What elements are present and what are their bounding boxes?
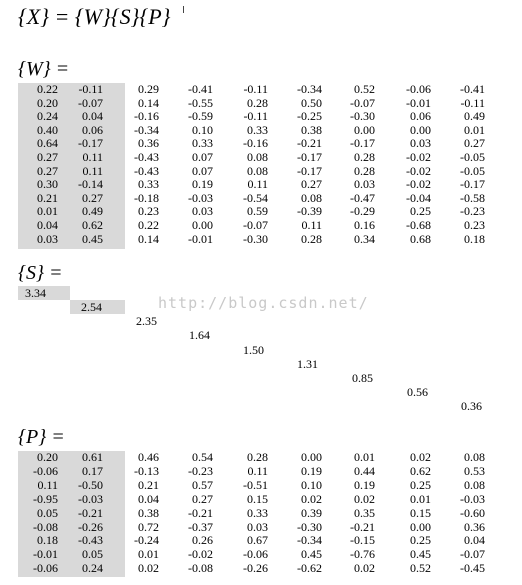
matrix-w-cell: 0.27 [301, 177, 322, 192]
matrix-w-cell: 0.33 [192, 136, 213, 151]
matrix-w-cell: 0.24 [37, 109, 58, 124]
matrix-p-cell: 0.72 [138, 519, 159, 534]
matrix-w-cell: -0.43 [134, 163, 159, 178]
matrix-w-cell: 0.04 [37, 218, 58, 232]
matrix-w-cell: 0.64 [37, 136, 58, 151]
matrix-w-cell: 0.27 [82, 190, 103, 205]
matrix-s-diagonal-value: 0.56 [407, 385, 428, 399]
matrix-p-cell: -0.50 [78, 477, 103, 492]
matrix-w-cell: -0.03 [188, 190, 213, 205]
matrix-w-cell: -0.68 [406, 218, 431, 232]
matrix-s-diagonal-value: 1.64 [189, 328, 210, 342]
matrix-w-cell: 0.11 [247, 177, 268, 192]
matrix-p-cell: 0.15 [410, 505, 431, 520]
matrix-p-cell: 0.53 [464, 463, 485, 478]
matrix-p-cell: -0.01 [33, 547, 58, 562]
matrix-p-cell: -0.30 [297, 519, 322, 534]
matrix-p-cell: 0.00 [301, 450, 322, 464]
matrix-p-cell: -0.60 [460, 505, 485, 520]
matrix-p-cell: 0.15 [247, 491, 268, 506]
matrix-p-cell: 0.24 [82, 561, 103, 576]
matrix-p-cell: 0.54 [192, 450, 213, 464]
matrix-w-cell: 0.03 [192, 204, 213, 219]
matrix-w-cell: -0.17 [297, 163, 322, 178]
matrix-w-cell: -0.47 [350, 190, 375, 205]
matrix-p-cell: 0.45 [301, 547, 322, 562]
matrix-w-cell: 0.52 [354, 82, 375, 96]
matrix-w-cell: -0.54 [243, 190, 268, 205]
matrix-w-cell: 0.08 [301, 190, 322, 205]
matrix-s-diagonal-value: 1.50 [243, 343, 264, 357]
matrix-p-cell: 0.11 [247, 463, 268, 478]
matrix-w-cell: 0.03 [354, 177, 375, 192]
matrix-p-cell: 0.02 [138, 561, 159, 576]
matrix-w-cell: 0.06 [410, 109, 431, 124]
matrix-w-cell: 0.20 [37, 95, 58, 110]
matrix-p-cell: 0.38 [138, 505, 159, 520]
matrix-p-cell: 0.02 [410, 450, 431, 464]
matrix-s-diagonal-value: 0.85 [352, 371, 373, 385]
matrix-p-cell: 0.19 [354, 477, 375, 492]
watermark: http://blog.csdn.net/ [158, 294, 369, 312]
matrix-w-cell: 0.14 [138, 231, 159, 246]
matrix-w-cell: 0.27 [464, 136, 485, 151]
matrix-w-cell: -0.11 [460, 95, 485, 110]
matrix-w-cell: -0.07 [78, 95, 103, 110]
matrix-p-cell: 0.04 [138, 491, 159, 506]
prime-mark [183, 6, 184, 13]
matrix-w-cell: 0.23 [464, 218, 485, 232]
matrix-p-cell: -0.06 [243, 547, 268, 562]
matrix-w-cell: -0.25 [297, 109, 322, 124]
matrix-w-cell: 0.07 [192, 150, 213, 164]
matrix-w-cell: 0.28 [247, 95, 268, 110]
matrix-w-cell: -0.43 [134, 150, 159, 164]
matrix-w-cell: 0.10 [192, 122, 213, 137]
matrix-p-cell: 0.00 [410, 519, 431, 534]
matrix-w-cell: 0.59 [247, 204, 268, 219]
matrix-w-cell: 0.27 [37, 150, 58, 164]
matrix-p-cell: -0.13 [134, 463, 159, 478]
matrix-w-cell: 0.14 [138, 95, 159, 110]
matrix-p-cell: 0.57 [192, 477, 213, 492]
matrix-w-cell: -0.39 [297, 204, 322, 219]
matrix-p-cell: -0.08 [188, 561, 213, 576]
matrix-w-cell: -0.05 [460, 163, 485, 178]
matrix-p-cell: 0.46 [138, 450, 159, 464]
matrix-w-cell: 0.33 [138, 177, 159, 192]
matrix-w-cell: 0.33 [247, 122, 268, 137]
matrix-p-cell: -0.76 [350, 547, 375, 562]
matrix-w-cell: -0.05 [460, 150, 485, 164]
matrix-w-cell: 0.07 [192, 163, 213, 178]
matrix-w-cell: 0.49 [464, 109, 485, 124]
matrix-w-cell: -0.41 [460, 82, 485, 96]
matrix-w-cell: -0.07 [243, 218, 268, 232]
matrix-w-cell: -0.06 [406, 82, 431, 96]
matrix-p-cell: 0.02 [301, 491, 322, 506]
matrix-p-cell: 0.05 [82, 547, 103, 562]
matrix-w-cell: -0.30 [243, 231, 268, 246]
matrix-w-cell: 0.23 [138, 204, 159, 219]
matrix-p-cell: -0.26 [78, 519, 103, 534]
matrix-p-cell: 0.39 [301, 505, 322, 520]
matrix-w-cell: -0.02 [406, 163, 431, 178]
matrix-w-cell: 0.04 [82, 109, 103, 124]
matrix-p-cell: -0.23 [188, 463, 213, 478]
matrix-w-cell: 0.49 [82, 204, 103, 219]
matrix-w-cell: -0.11 [243, 82, 268, 96]
matrix-w-cell: 0.00 [192, 218, 213, 232]
matrix-p-cell: 0.35 [354, 505, 375, 520]
matrix-w-cell: -0.23 [460, 204, 485, 219]
matrix-w-cell: 0.03 [410, 136, 431, 151]
matrix-w-cell: 0.11 [301, 218, 322, 232]
matrix-w-cell: -0.29 [350, 204, 375, 219]
matrix-p-cell: -0.21 [188, 505, 213, 520]
matrix-p-cell: 0.08 [464, 450, 485, 464]
matrix-p-cell: -0.03 [78, 491, 103, 506]
svd-equation: {X} = {W}{S}{P} [18, 4, 171, 29]
matrix-w-cell: -0.59 [188, 109, 213, 124]
matrix-p-cell: 0.36 [464, 519, 485, 534]
matrix-w-cell: 0.38 [301, 122, 322, 137]
matrix-p-cell: 0.33 [247, 505, 268, 520]
matrix-w-cell: 0.27 [37, 163, 58, 178]
matrix-w-cell: 0.30 [37, 177, 58, 192]
matrix-p-cell: 0.02 [354, 491, 375, 506]
matrix-p-cell: -0.07 [460, 547, 485, 562]
matrix-w-cell: 0.03 [37, 231, 58, 246]
matrix-w-cell: -0.34 [297, 82, 322, 96]
matrix-w-cell: 0.22 [138, 218, 159, 232]
matrix-p-cell: 0.01 [354, 450, 375, 464]
matrix-p-cell: 0.02 [354, 561, 375, 576]
matrix-p-cell: -0.51 [243, 477, 268, 492]
matrix-p-cell: -0.43 [78, 533, 103, 548]
matrix-p-cell: -0.37 [188, 519, 213, 534]
matrix-s-diagonal-value: 2.54 [81, 300, 102, 314]
matrix-s-label: {S} = [18, 262, 63, 284]
matrix-w-cell: -0.02 [406, 150, 431, 164]
matrix-p-cell: 0.27 [192, 491, 213, 506]
matrix-w-cell: 0.01 [37, 204, 58, 219]
matrix-p-cell: -0.08 [33, 519, 58, 534]
matrix-w-cell: -0.17 [460, 177, 485, 192]
matrix-p-cell: -0.06 [33, 463, 58, 478]
matrix-p-cell: 0.21 [138, 477, 159, 492]
matrix-p-cell: 0.19 [301, 463, 322, 478]
matrix-p-cell: 0.17 [82, 463, 103, 478]
matrix-w-cell: -0.07 [350, 95, 375, 110]
matrix-s-diagonal-value: 0.36 [461, 399, 482, 413]
matrix-w-cell: 0.40 [37, 122, 58, 137]
matrix-p-cell: 0.11 [37, 477, 58, 492]
matrix-w-cell: 0.62 [82, 218, 103, 232]
matrix-w-cell: 0.11 [82, 163, 103, 178]
matrix-w-cell: -0.17 [350, 136, 375, 151]
matrix-w-cell: -0.34 [134, 122, 159, 137]
matrix-s-diagonal-value: 3.34 [25, 286, 46, 300]
matrix-p-cell: 0.61 [82, 450, 103, 464]
matrix-w-cell: 0.08 [247, 150, 268, 164]
matrix-p-cell: 0.01 [138, 547, 159, 562]
matrix-p-cell: 0.44 [354, 463, 375, 478]
matrix-w-cell: 0.34 [354, 231, 375, 246]
matrix-p-cell: 0.20 [37, 450, 58, 464]
matrix-w-cell: 0.18 [464, 231, 485, 246]
matrix-p-cell: 0.28 [247, 450, 268, 464]
matrix-p-cell: 0.52 [410, 561, 431, 576]
matrix-w-cell: 0.00 [354, 122, 375, 137]
matrix-p-cell: 0.26 [192, 533, 213, 548]
matrix-w-cell: -0.11 [78, 82, 103, 96]
matrix-p-cell: -0.06 [33, 561, 58, 576]
matrix-w-cell: -0.16 [243, 136, 268, 151]
matrix-w-cell: -0.14 [78, 177, 103, 192]
matrix-p-cell: 0.01 [410, 491, 431, 506]
matrix-w-cell: -0.58 [460, 190, 485, 205]
matrix-p-cell: 0.45 [410, 547, 431, 562]
matrix-s-diagonal-value: 1.31 [297, 357, 318, 371]
matrix-w-cell: -0.01 [406, 95, 431, 110]
matrix-p-cell: -0.21 [350, 519, 375, 534]
matrix-w-cell: 0.11 [82, 150, 103, 164]
matrix-w-cell: -0.04 [406, 190, 431, 205]
matrix-w-cell: 0.28 [301, 231, 322, 246]
matrix-w-cell: -0.17 [78, 136, 103, 151]
matrix-w-cell: -0.11 [243, 109, 268, 124]
matrix-p-cell: -0.95 [33, 491, 58, 506]
matrix-p-cell: -0.26 [243, 561, 268, 576]
matrix-w-cell: 0.06 [82, 122, 103, 137]
matrix-w-cell: 0.29 [138, 82, 159, 96]
matrix-p-cell: 0.62 [410, 463, 431, 478]
matrix-w-cell: -0.01 [188, 231, 213, 246]
matrix-w-cell: -0.55 [188, 95, 213, 110]
matrix-p-cell: 0.05 [37, 505, 58, 520]
matrix-p-label: {P} = [18, 426, 65, 448]
matrix-w-cell: 0.36 [138, 136, 159, 151]
matrix-w-cell: 0.21 [37, 190, 58, 205]
matrix-w-cell: 0.45 [82, 231, 103, 246]
matrix-p-cell: 0.10 [301, 477, 322, 492]
matrix-w-cell: 0.01 [464, 122, 485, 137]
matrix-p-cell: -0.34 [297, 533, 322, 548]
matrix-w-cell: 0.08 [247, 163, 268, 178]
matrix-p-cell: -0.15 [350, 533, 375, 548]
matrix-w-cell: -0.41 [188, 82, 213, 96]
matrix-p-cell: 0.08 [464, 477, 485, 492]
matrix-w-cell: 0.68 [410, 231, 431, 246]
matrix-w-cell: 0.28 [354, 150, 375, 164]
matrix-w-cell: 0.25 [410, 204, 431, 219]
matrix-p-cell: 0.67 [247, 533, 268, 548]
matrix-p-cell: -0.21 [78, 505, 103, 520]
matrix-p-cell: 0.25 [410, 533, 431, 548]
matrix-w-cell: -0.16 [134, 109, 159, 124]
matrix-w-cell: -0.21 [297, 136, 322, 151]
matrix-p-cell: 0.04 [464, 533, 485, 548]
matrix-w-cell: -0.18 [134, 190, 159, 205]
matrix-s-diagonal-value: 2.35 [136, 314, 157, 328]
matrix-w-cell: 0.16 [354, 218, 375, 232]
matrix-p-cell: -0.24 [134, 533, 159, 548]
matrix-w-cell: 0.19 [192, 177, 213, 192]
matrix-p-cell: -0.03 [460, 491, 485, 506]
matrix-w-cell: -0.17 [297, 150, 322, 164]
matrix-w-cell: -0.02 [406, 177, 431, 192]
matrix-w-cell: 0.28 [354, 163, 375, 178]
matrix-p-cell: 0.18 [37, 533, 58, 548]
matrix-p-cell: -0.02 [188, 547, 213, 562]
matrix-w-cell: 0.22 [37, 82, 58, 96]
matrix-p-cell: 0.25 [410, 477, 431, 492]
matrix-p-cell: -0.62 [297, 561, 322, 576]
matrix-w-cell: -0.30 [350, 109, 375, 124]
matrix-w-label: {W} = [18, 58, 70, 80]
matrix-p-cell: 0.03 [247, 519, 268, 534]
matrix-w-cell: 0.50 [301, 95, 322, 110]
matrix-w-cell: 0.00 [410, 122, 431, 137]
matrix-p-cell: -0.45 [460, 561, 485, 576]
